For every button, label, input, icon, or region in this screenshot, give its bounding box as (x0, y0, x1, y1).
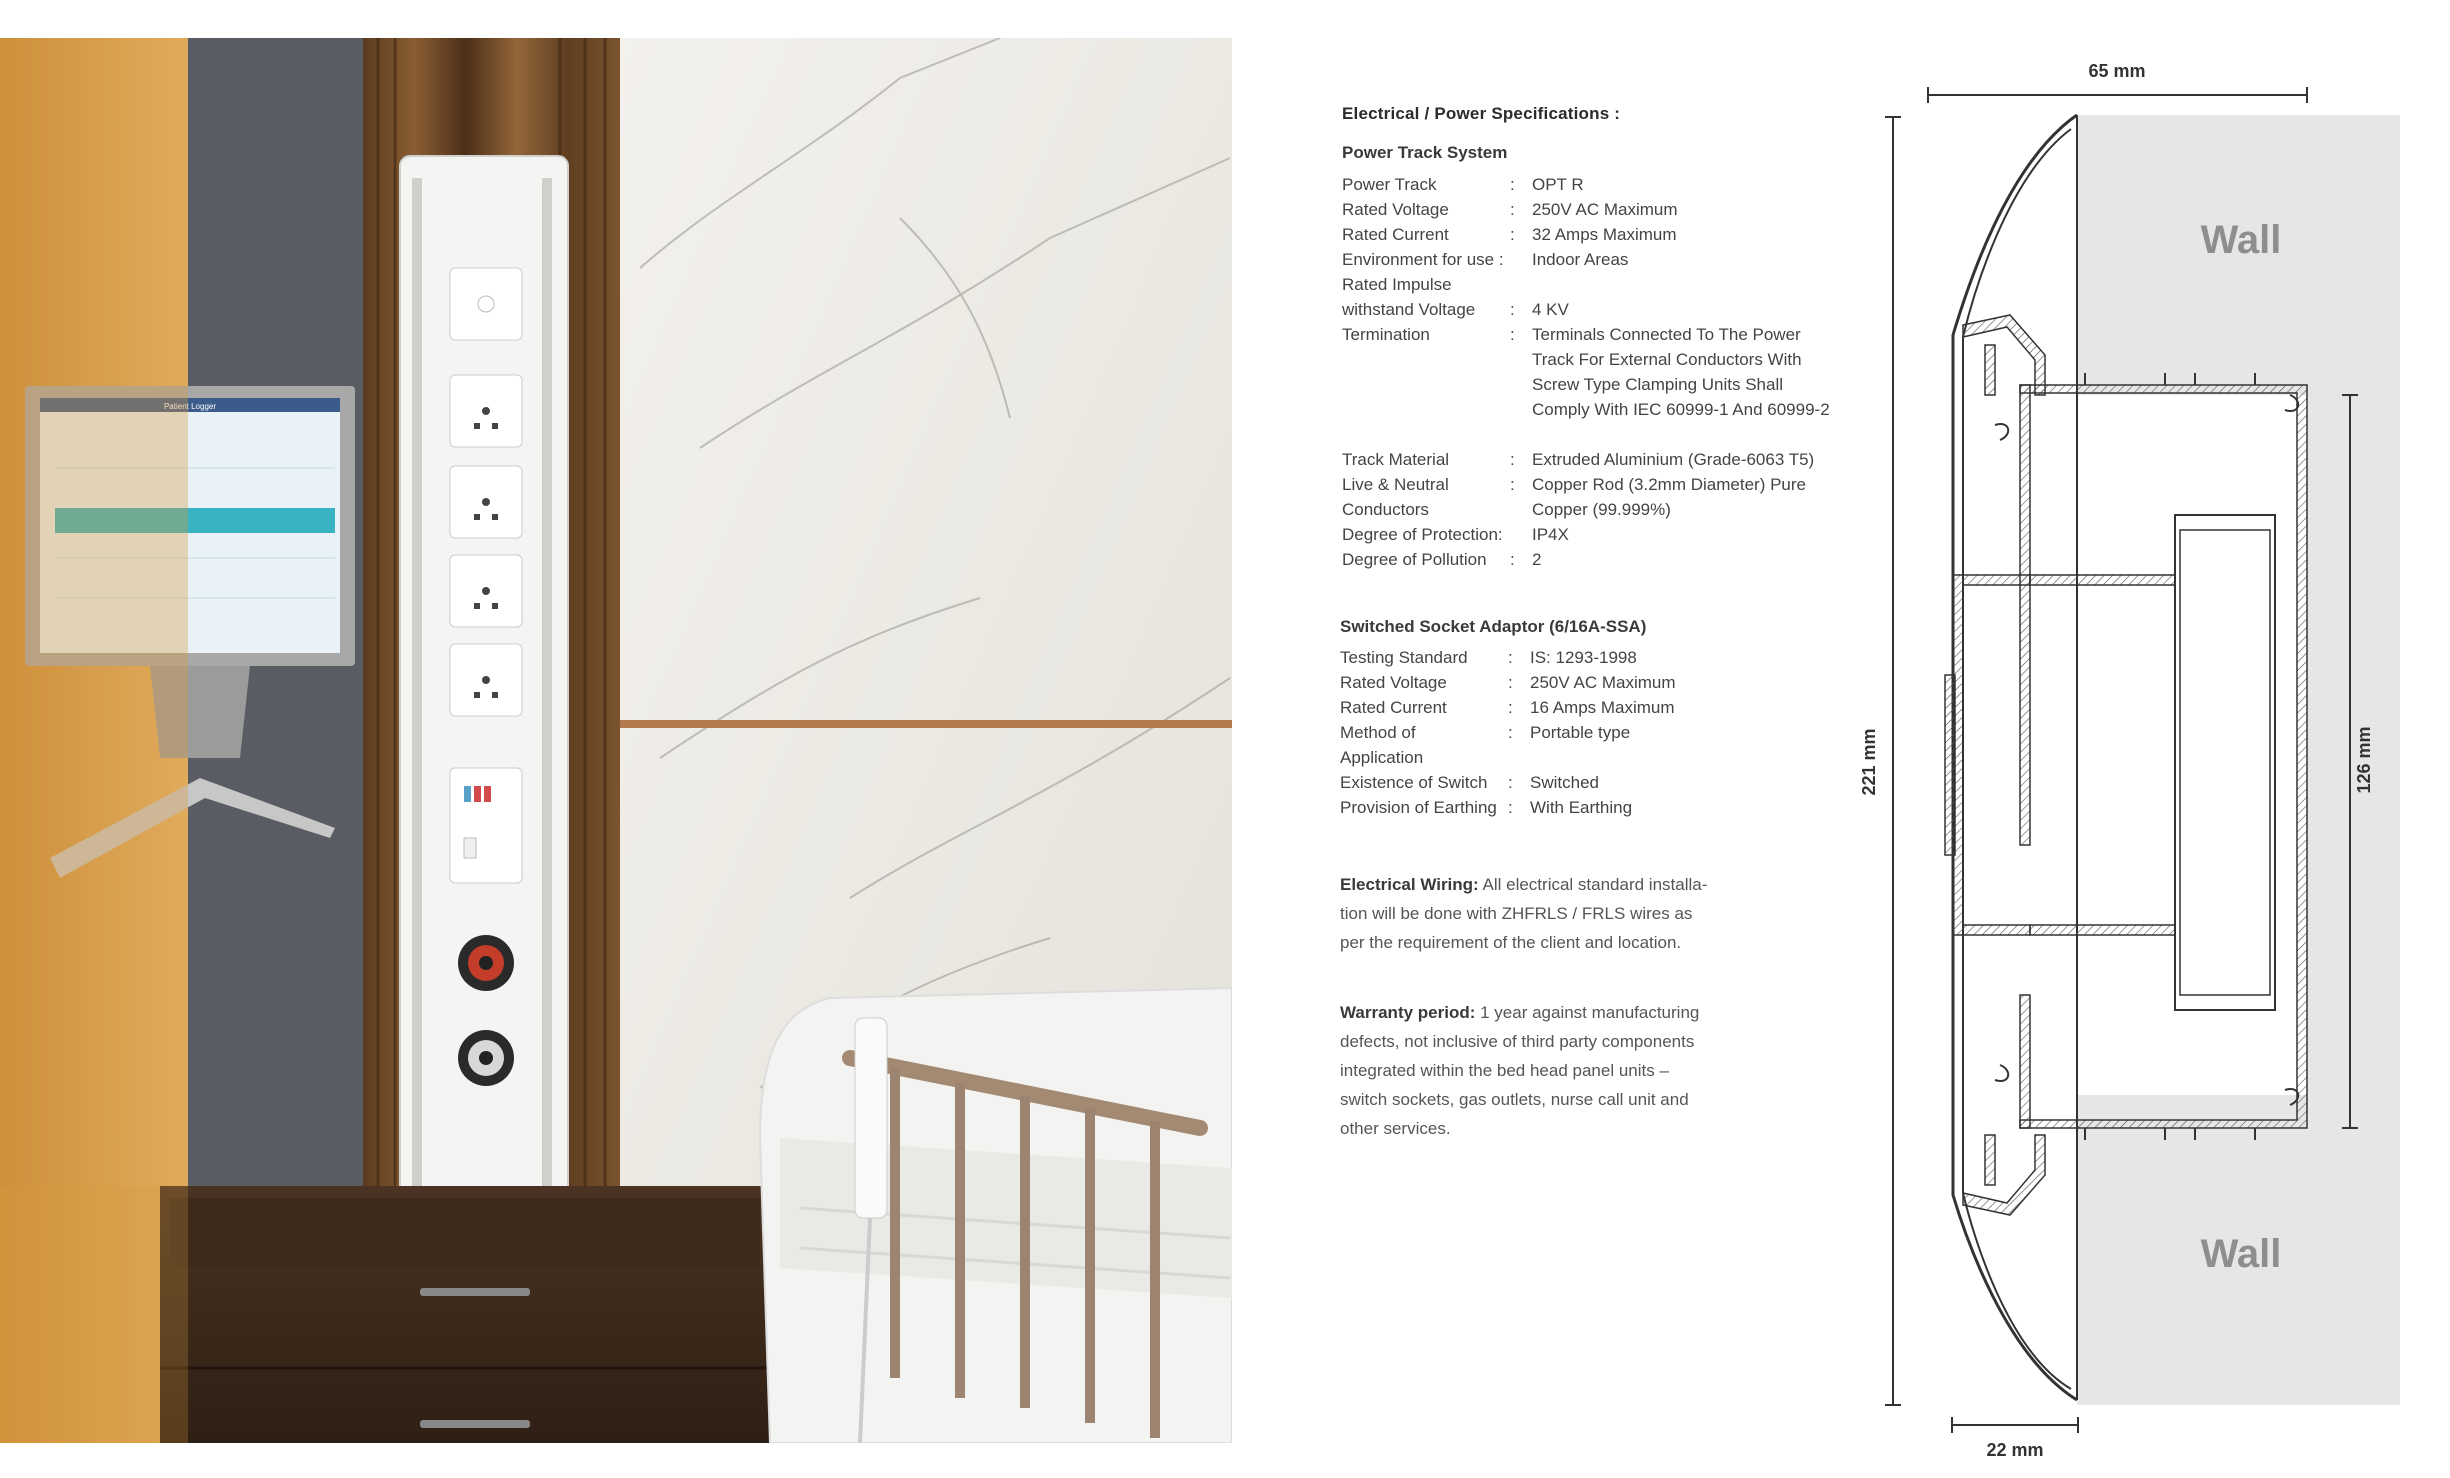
spec-title: Electrical / Power Specifications : (1342, 104, 1621, 123)
electrical-wiring-paragraph: Electrical Wiring: All electrical standard installa- tion will be done with ZHFRLS / FRLS wires as per the requirement of the client and location. (1340, 875, 1708, 952)
dim-bottom (1952, 1417, 2078, 1433)
dim-top (1928, 87, 2307, 103)
ssa-heading: Switched Socket Adaptor (6/16A-SSA) (1340, 617, 1647, 636)
product-photo (0, 38, 1232, 1443)
bronze-trim (620, 720, 1232, 728)
wall-label-bottom: Wall (2200, 1232, 2282, 1276)
bottom-clip (1963, 1135, 2045, 1215)
bedside-cabinet (160, 1186, 770, 1443)
wall-label-top: Wall (2200, 218, 2282, 262)
dim-right-label: 126 mm (2354, 726, 2374, 794)
cross-section-diagram (1835, 55, 2415, 1475)
power-track-heading: Power Track System (1342, 143, 1508, 162)
dim-left-label: 221 mm (1859, 728, 1879, 796)
dim-bottom-label: 22 mm (1986, 1440, 2044, 1460)
hospital-bed (760, 988, 1232, 1443)
dim-left (1885, 117, 1901, 1405)
conductor-housing (2175, 515, 2275, 1010)
svg-text:Patient Logger: Patient Logger (163, 402, 217, 411)
top-clip (1963, 315, 2045, 395)
power-track (400, 156, 568, 1216)
dim-top-label: 65 mm (2088, 61, 2146, 81)
warranty-paragraph: Warranty period: 1 year against manufacturing defects, not inclusive of third party components integrated within the bed head panel units – switch sockets, gas outlets, nurse call unit and other services. (1340, 1003, 1700, 1138)
